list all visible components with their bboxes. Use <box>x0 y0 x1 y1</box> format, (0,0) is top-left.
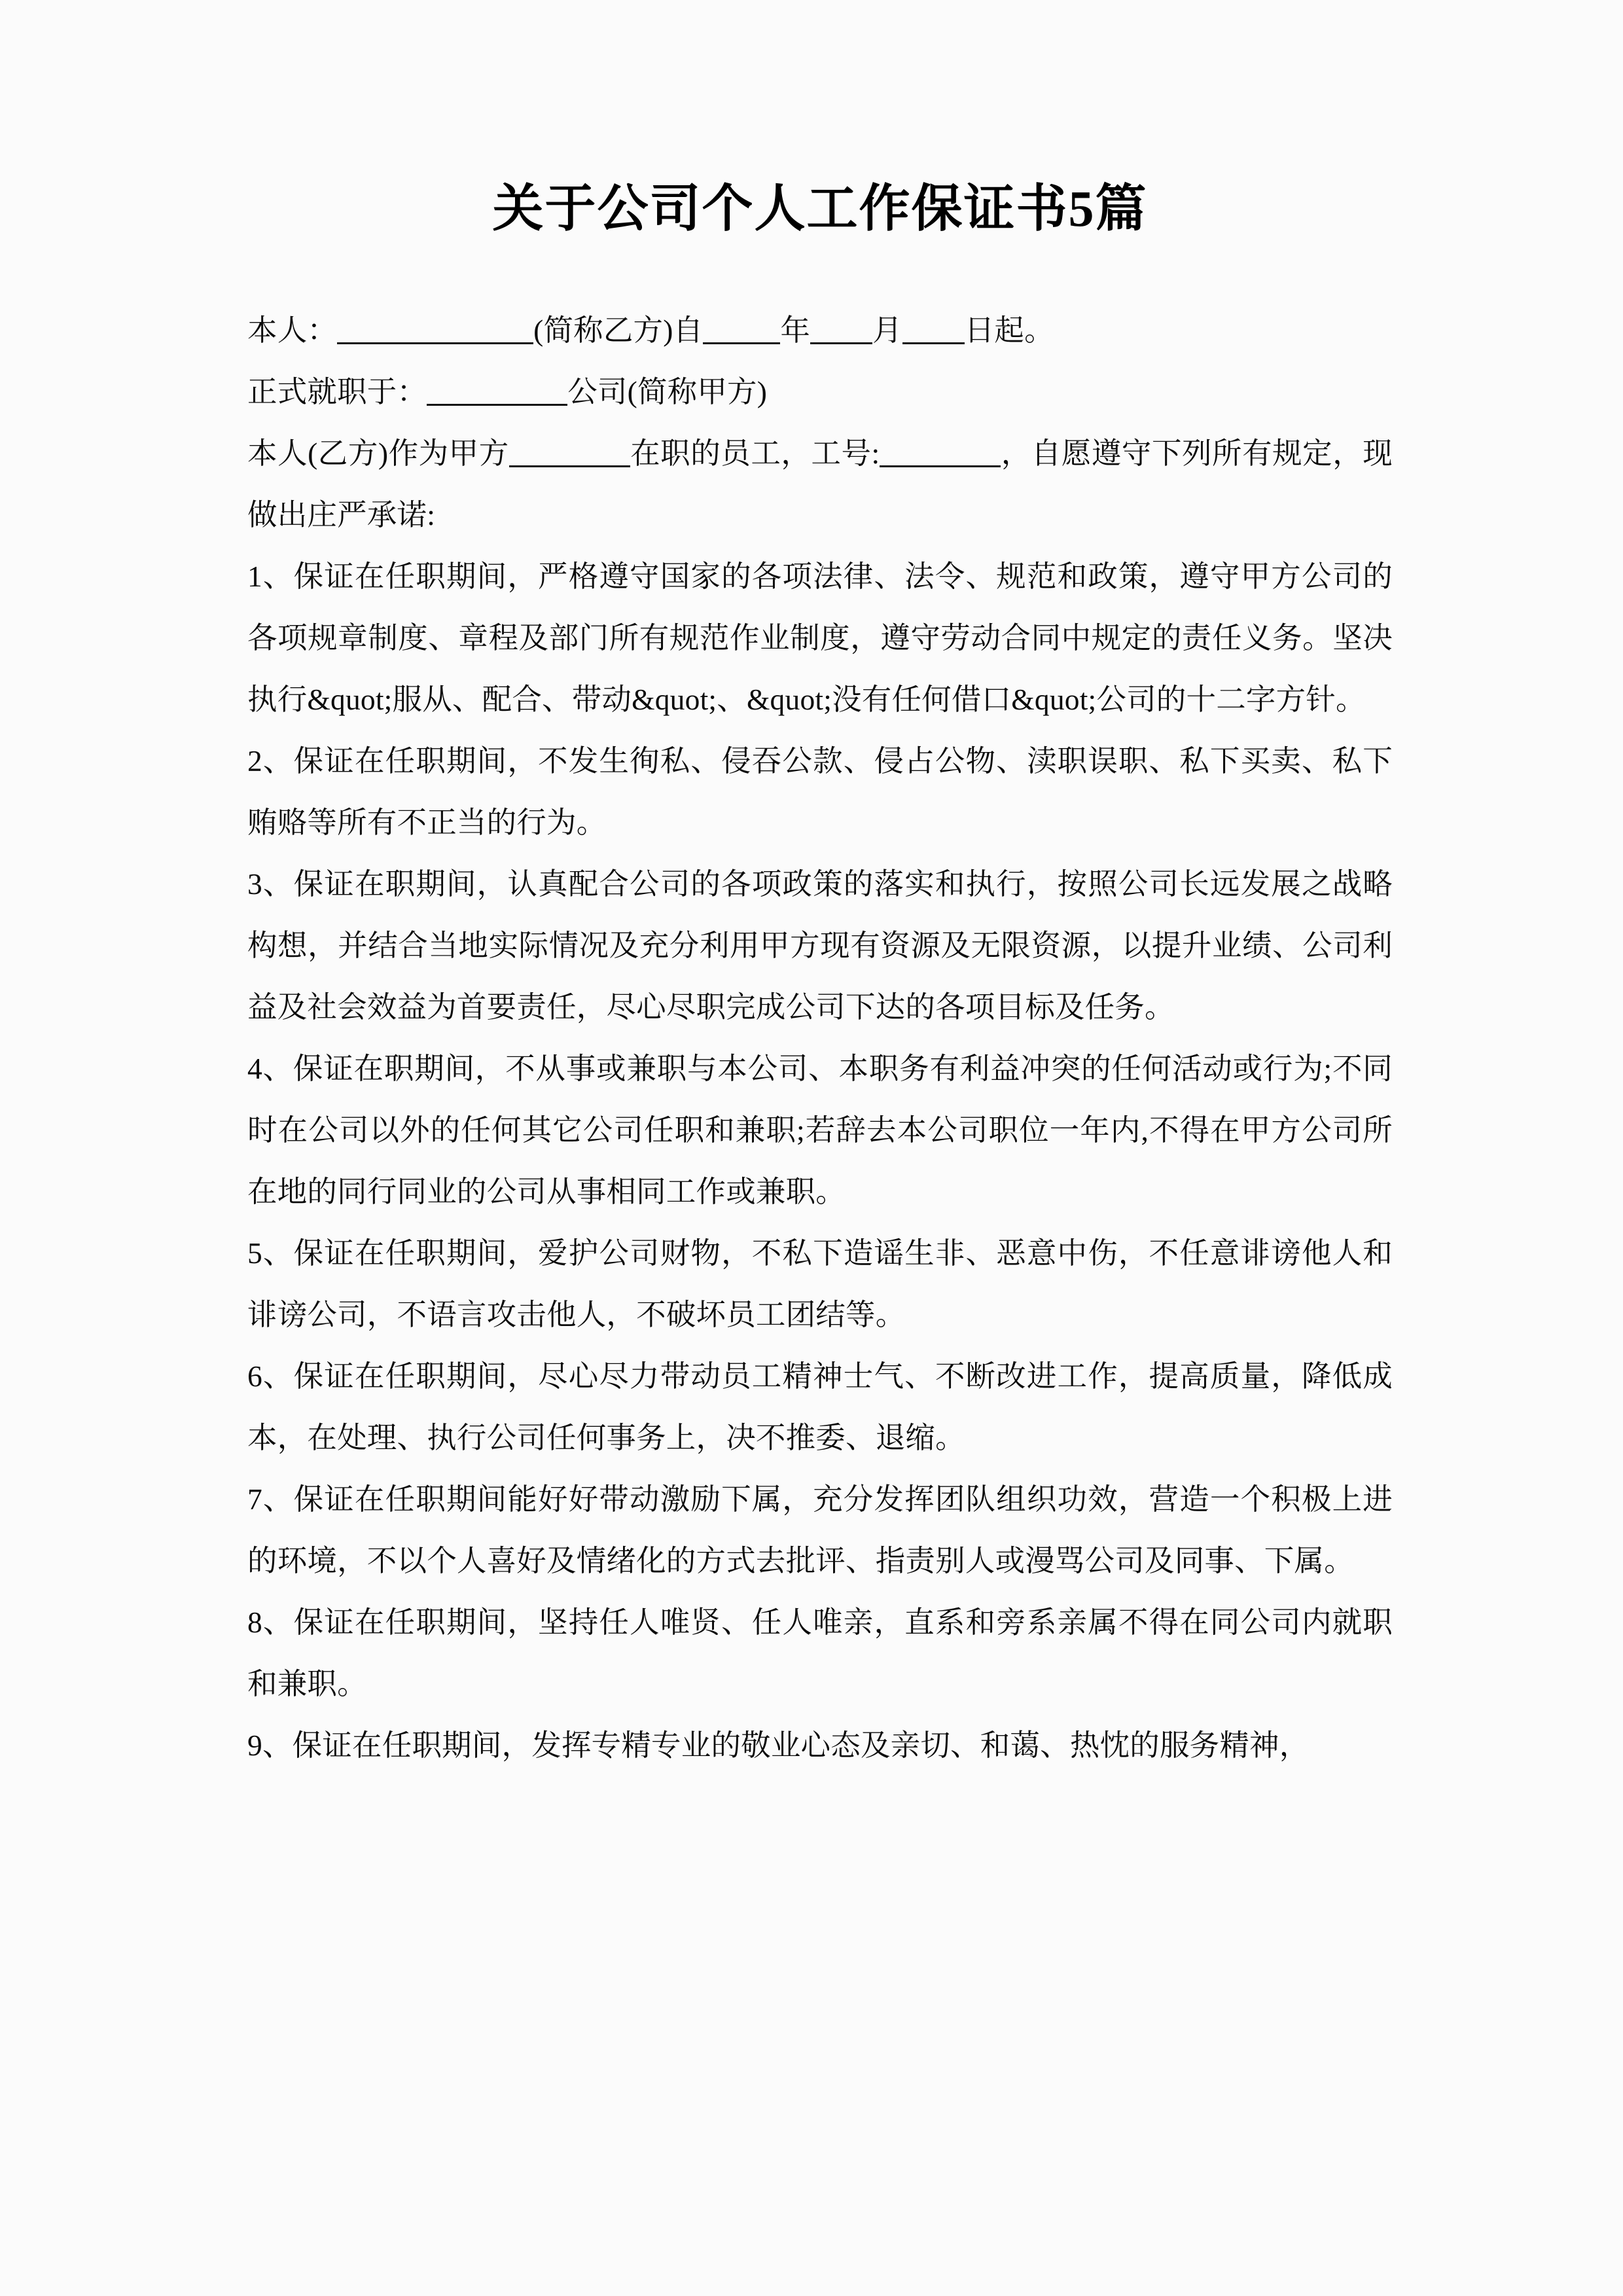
intro-line-1 <box>247 300 1393 361</box>
clause-item: 7、保证在任职期间能好好带动激励下属，充分发挥团队组织功效，营造一个积极上进的环境，不以个人喜好及情绪化的方式去批评、指责别人或漫骂公司及同事、下属。 <box>247 1482 1393 1577</box>
name-blank <box>337 320 533 344</box>
intro-line-3-suffix: ，自愿遵守下列所有规定，现做出庄严承诺: <box>247 436 1393 531</box>
document-body <box>247 300 1393 1776</box>
company-blank <box>427 382 567 406</box>
page-content <box>247 0 1393 1776</box>
employee-id-blank <box>880 443 1001 467</box>
year-label: 年 <box>780 313 811 347</box>
clause-item: 1、保证在任职期间，严格遵守国家的各项法律、法令、规范和政策，遵守甲方公司的各项规章制度、章程及部门所有规范作业制度，遵守劳动合同中规定的责任义务。坚决执行&quot;服从、配合、带动&quot;、&quot;没有任何借口&quot;公司的十二字方针。 <box>247 559 1393 716</box>
month-label: 月 <box>872 313 902 347</box>
clause-item: 4、保证在职期间，不从事或兼职与本公司、本职务有利益冲突的任何活动或行为;不同时在公司以外的任何其它公司任职和兼职;若辞去本公司职位一年内,不得在甲方公司所在地的同行同业的公司从事相同工作或兼职。 <box>247 1051 1393 1208</box>
intro-line-2-prefix: 正式就职于： <box>247 374 427 408</box>
employer-blank <box>509 443 630 467</box>
intro-line-3 <box>247 423 1393 546</box>
intro-line-1-prefix: 本人： <box>247 313 338 347</box>
intro-line-1-middle: (简称乙方)自 <box>533 313 704 347</box>
year-blank <box>703 320 780 344</box>
day-blank <box>902 320 965 344</box>
intro-line-3-middle: 在职的员工，工号: <box>630 436 880 470</box>
month-blank <box>810 320 872 344</box>
clause-item: 5、保证在任职期间，爱护公司财物，不私下造谣生非、恶意中伤，不任意诽谤他人和诽谤公司，不语言攻击他人，不破坏员工团结等。 <box>247 1236 1393 1331</box>
clause-item: 6、保证在任职期间，尽心尽力带动员工精神士气、不断改进工作，提高质量，降低成本，在处理、执行公司任何事务上，决不推委、退缩。 <box>247 1359 1393 1454</box>
clause-item: 9、保证在任职期间，发挥专精专业的敬业心态及亲切、和蔼、热忱的服务精神， <box>247 1728 1310 1762</box>
page-title: 关于公司个人工作保证书5篇 <box>492 180 1148 237</box>
intro-line-2 <box>247 361 1393 423</box>
clause-item: 3、保证在职期间，认真配合公司的各项政策的落实和执行，按照公司长远发展之战略构想，并结合当地实际情况及充分利用甲方现有资源及无限资源，以提升业绩、公司利益及社会效益为首要责任，尽心尽职完成公司下达的各项目标及任务。 <box>247 867 1393 1024</box>
clause-item: 2、保证在任职期间，不发生徇私、侵吞公款、侵占公物、渎职误职、私下买卖、私下贿赂等所有不正当的行为。 <box>247 744 1393 839</box>
intro-line-3-prefix: 本人(乙方)作为甲方 <box>247 436 509 470</box>
day-label: 日起。 <box>964 313 1054 347</box>
intro-line-2-suffix: 公司(简称甲方) <box>567 374 768 408</box>
clause-item: 8、保证在任职期间，坚持任人唯贤、任人唯亲，直系和旁系亲属不得在同公司内就职和兼职。 <box>247 1605 1393 1700</box>
